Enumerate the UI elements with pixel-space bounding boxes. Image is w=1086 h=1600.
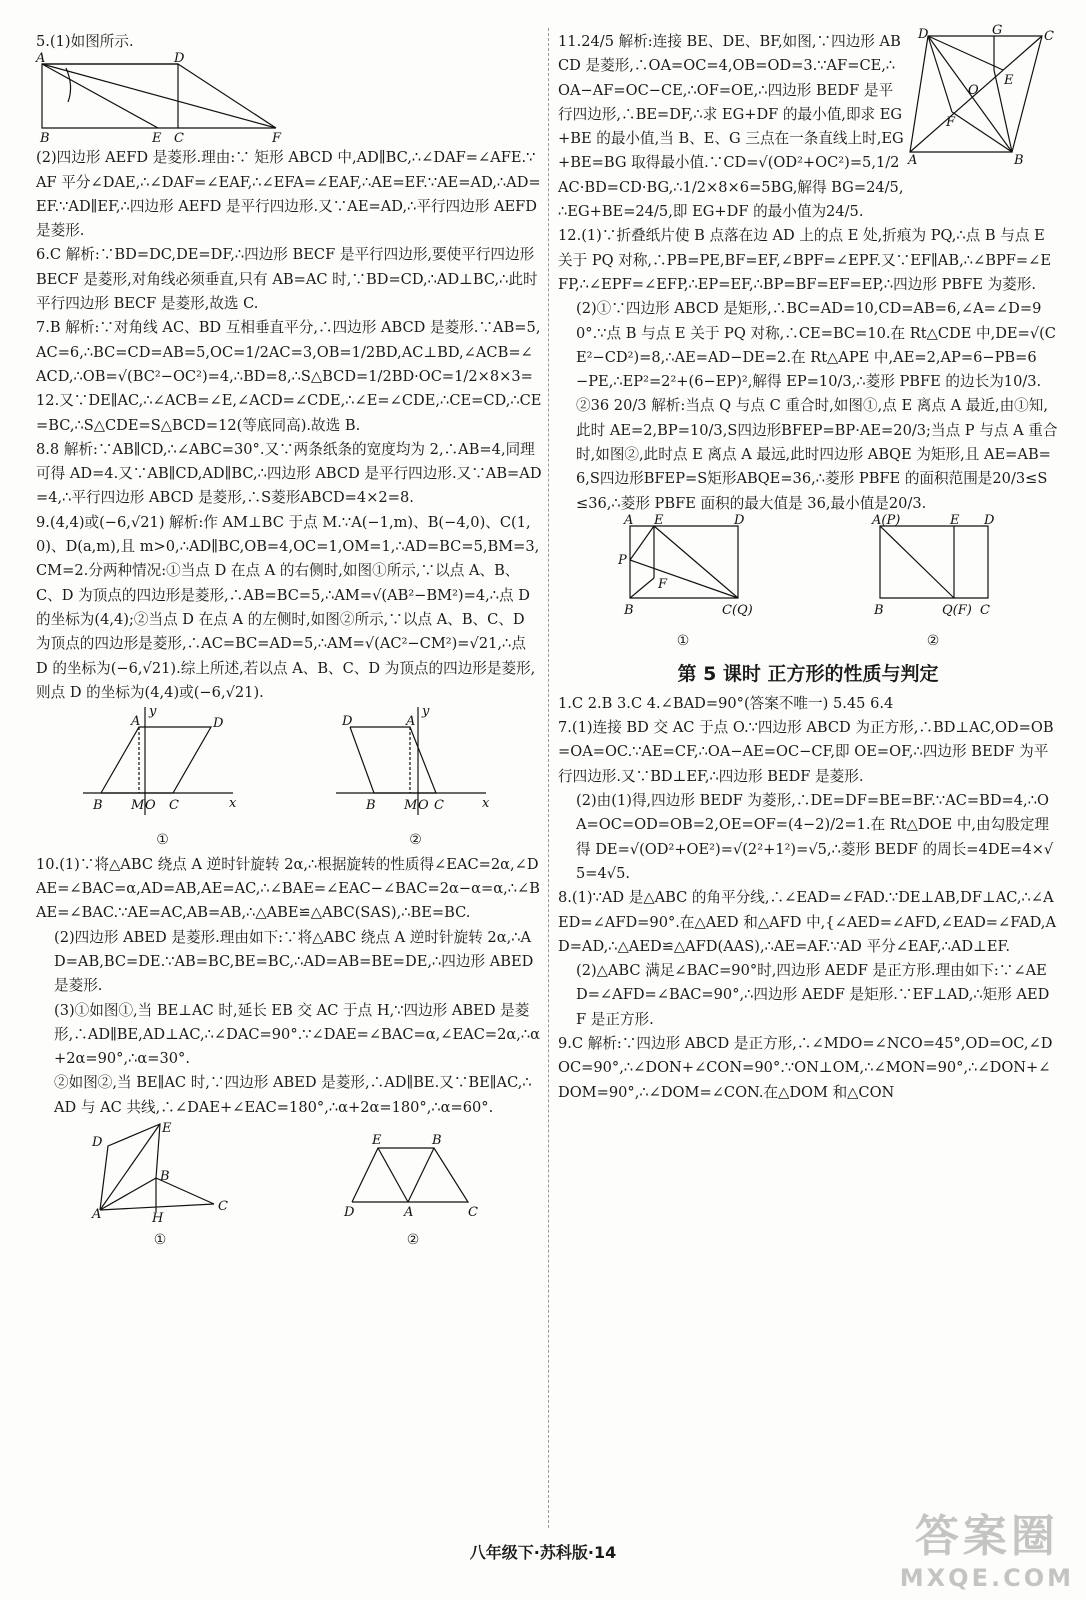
svg-text:O: O [144,798,156,814]
q10-part1: 10.(1)∵将△ABC 绕点 A 逆时针旋转 2α,∴根据旋转的性质得∠EAC=2α,∠DAE=∠BAC=α,AD=AB,AE=AC,∴∠BAE=∠EAC−∠BAC=2α−α=α,∴∠BAE=∠BAC.∵AE=AC,AB=AB,∴△ABE≌△ABC(SAS),∴BE=BC. [36,855,540,922]
q10-part2: (2)四边形 ABED 是菱形.理由如下:∵将△ABC 绕点 A 逆时针旋转 2α,∴AD=AB,BC=DE.∵AB=BC,BE=BC,∴AD=AB=BE=DE,∴四边形 ABED 是菱形. [54,928,534,995]
svg-text:E: E [152,131,162,147]
answers-1-6: 1.C 2.B 3.C 4.∠BAD=90°(答案不唯一) 5.45 6.4 [558,694,894,712]
q8-square-part2: (2)△ABC 满足∠BAC=90°时,四边形 AEDF 是正方形.理由如下:∵∠AED=∠AFD=∠BAC=90°,∴四边形 AEDF 是矩形.∵EF⊥AD,∴矩形 AEDF 是正方形. [576,962,1050,1028]
watermark-line2: MXQE.COM [899,1564,1074,1592]
q9-figures [36,705,542,853]
svg-text:D: D [734,512,745,528]
q11-answer: 11.24/5 解析:连接 BE、DE、BF,如图,∵四边形 ABCD 是菱形,∴OA=OC=4,OB=OD=3.∵AF=CE,∴OA−AF=OC−CE,∴OF=OE,∴四边形 BEDF 是平行四边形,∴BE=DF,∴求 EG+DF 的最小值,即求 EG+BE 的最小值,当 B、E、G 三点在一条直线上时,EG+BE=BG 取得最小值.∵CD=√(OD²+OC²)=5,1/2AC·BD=CD·BG,∴1/2×8×6=5BG,解得 BG=24/5,∴EG+BE=24/5,即 EG+DF 的最小值为24/5. [558,33,904,221]
left-column [36,30,542,1253]
q10-part3-case1: (3)①如图①,当 BE⊥AC 时,延长 EB 交 AC 于点 H,∵四边形 ABED 是菱形,∴AD∥BE,AD⊥AC,∴∠DAC=90°.∵∠DAE=∠BAC=α,∠EAC=2α,∴α+2α=90°,∴α=30°. [54,1001,541,1068]
svg-text:P: P [618,552,627,568]
q11-rhombus-figure [908,23,1058,168]
q7-answer: 7.B 解析:∵对角线 AC、BD 互相垂直平分,∴四边形 ABCD 是菱形.∵AB=5,AC=6,∴BC=CD=AB=5,OC=1/2AC=3,OB=1/2BD,AC⊥BD,∠ACB=∠ACD,∴OB=√(BC²−OC²)=4,∴BD=8,∴S△BCD=1/2BD·OC=1/2×8×3=12.又∵DE∥AC,∴∠ACB=∠E,∠ACD=∠CDE,∴∠E=∠CDE,∴CE=CD,∴CE=BC,∴S△CDE=S△BCD=12(等底同高).故选 B. [36,319,542,434]
svg-text:y: y [148,704,156,720]
svg-text:D: D [212,716,223,732]
q12-figure-1-label: ① [676,633,690,650]
svg-text:F: F [658,576,668,592]
svg-text:C: C [218,1198,228,1214]
svg-text:D: D [344,1204,355,1220]
svg-text:A: A [405,714,415,730]
svg-text:x: x [228,796,236,812]
svg-text:H: H [152,1210,164,1226]
svg-text:E: E [654,512,664,528]
svg-text:B: B [92,798,103,814]
svg-text:O: O [417,798,429,814]
svg-text:B: B [365,798,376,814]
column-divider [548,28,549,1528]
q5-part1: 5.(1)如图所示. [36,33,134,50]
svg-text:C: C [1044,29,1054,44]
q10-figures [36,1120,542,1253]
q9-answer: 9.(4,4)或(−6,√21) 解析:作 AM⊥BC 于点 M.∵A(−1,m)、B(−4,0)、C(1,0)、D(a,m),且 m>0,∴AD∥BC,OB=4,OC=1,OM=1,∴AD=BC=5,BM=3,CM=2.分两种情况:①当点 D 在点 A 的右侧时,如图①所示,∵以点 A、B、C、D 为顶点的四边形是菱形,∴AB=BC=5,∴AM=√(AB²−BM²)=4,∴点 D 的坐标为(4,4);②当点 D 在点 A 的左侧时,如图②所示,∵以点 A、B、C、D 为顶点的四边形是菱形,∴AC=BC=AD=5,∴AM=√(AC²−CM²)=√21,∴点 D 的坐标为(−6,√21).综上所述,若以点 A、B、C、D 为顶点的四边形是菱形,则点 D 的坐标为(4,4)或(−6,√21). [36,513,540,701]
q10-figure-2-label: ② [406,1232,420,1249]
svg-text:A: A [36,51,46,67]
q12-figure-2-label: ② [926,633,940,650]
svg-text:F: F [946,115,956,130]
q9-square-answer: 9.C 解析:∵四边形 ABCD 是正方形,∴∠MDO=∠NCO=45°,OD=OC,∠DOC=90°,∴∠DON+∠CON=90°.∵ON⊥OM,∴∠MON=90°,∴∠DON+∠DOM=90°,∴∠DOM=∠CON.在△DOM 和△CON [558,1034,1053,1101]
q9-figure-2 [336,705,496,820]
svg-text:B: B [160,1168,170,1184]
q5-rectangle-figure [36,51,296,147]
svg-text:B: B [874,602,884,618]
svg-text:A: A [404,1204,414,1220]
svg-text:C: C [174,131,184,147]
svg-text:C: C [468,1204,478,1220]
svg-text:A: A [92,1206,102,1222]
q5-part2: (2)四边形 AEFD 是菱形.理由:∵ 矩形 ABCD 中,AD∥BC,∴∠DAF=∠AFE.∵AF 平分∠DAE,∴∠DAF=∠EAF,∴∠EFA=∠EAF,∴AE=EF.∵AE=AD,∴AD=EF.∵AD∥EF,∴四边形 AEFD 是平行四边形.又∵AE=AD,∴平行四边形 AEFD 是菱形. [36,149,541,240]
q12-figure-2 [868,512,998,621]
watermark [900,1500,1074,1592]
svg-text:A: A [130,714,140,730]
svg-text:B: B [40,131,50,147]
svg-text:y: y [421,704,429,720]
q9-figure-1-label: ① [156,832,169,849]
svg-text:M: M [403,798,417,814]
q8-square-part1: 8.(1)∵AD 是△ABC 的角平分线,∴∠EAD=∠FAD.∵DE⊥AB,DF⊥AC,∴∠AED=∠AFD=90°.在△AED 和△AFD 中,{∠AED=∠AFD,∠EAD=∠FAD,AD=AD,∴△AED≌△AFD(AAS),∴AE=AF.∵AD 平分∠EAF,∴AD⊥EF. [558,889,1056,955]
page-footer: 八年级下·苏科版·14 [469,1543,617,1562]
q12-part1: 12.(1)∵折叠纸片使 B 点落在边 AD 上的点 E 处,折痕为 PQ,∴点 B 与点 E 关于 PQ 对称,∴PB=PE,BF=EF,∠BPF=∠EPF.又∵EF∥AB,∴∠BPF=∠EFP,∴∠EPF=∠EFP,∴EP=EF,∴BP=BF=EF=EP,∴四边形 PBFE 为菱形. [558,227,1051,293]
svg-text:E: E [950,512,960,528]
q9-figure-2-label: ② [409,832,422,849]
q10-figure-1-label: ① [153,1232,167,1249]
svg-text:Q(F): Q(F) [942,602,972,618]
svg-text:C: C [168,798,179,814]
q6-answer: 6.C 解析:∵BD=DC,DE=DF,∴四边形 BECF 是平行四边形,要使平行四边形 BECF 是菱形,对角线必须垂直,只有 AB=AC 时,∵BD=CD,∴AD⊥BC,∴此时平行四边形 BECF 是菱形,故选 C. [36,246,538,313]
watermark-line1: 答案圈 [914,1511,1059,1562]
svg-text:D: D [174,51,185,67]
svg-text:A: A [908,153,918,168]
svg-text:B: B [432,1132,442,1148]
svg-text:E: E [372,1132,382,1148]
svg-text:D: D [92,1134,103,1150]
svg-text:E: E [1004,73,1014,88]
svg-text:D: D [341,714,352,730]
svg-text:C(Q): C(Q) [722,602,753,618]
svg-text:x: x [481,796,489,812]
q12-figures [558,512,1058,654]
q10-figure-2 [338,1120,488,1220]
svg-text:A: A [624,512,634,528]
q8-answer: 8.8 解析:∵AB∥CD,∴∠ABC=30°.又∵两条纸条的宽度均为 2,∴AB=4,同理可得 AD=4.又∵AB∥CD,AD∥BC,∴四边形 ABCD 是平行四边形.又∵AB=AD=4,∴平行四边形 ABCD 是菱形,∴S菱形ABCD=4×2=8. [36,440,542,507]
right-column [558,23,1058,1105]
svg-text:C: C [980,602,990,618]
lesson-5-title: 第 5 课时 正方形的性质与判定 [677,662,939,685]
svg-text:D: D [984,512,995,528]
q12-figure-1 [618,512,753,621]
svg-text:M: M [130,798,144,814]
svg-text:A(P): A(P) [872,512,901,528]
svg-text:B: B [1014,153,1024,168]
svg-text:F: F [272,131,282,147]
svg-text:O: O [968,83,979,98]
q12-part2-2: ②36 20/3 解析:当点 Q 与点 C 重合时,如图①,点 E 离点 A 最近,由①知,此时 AE=2,BP=10/3,S四边形BFEP=BP·AE=20/3;当点 P 与点 A 重合时,如图②,此时点 E 离点 A 最远,此时四边形 ABQE 为矩形,且 AE=AB=6,S四边形BFEP=S矩形ABQE=36,∴菱形 PBFE 的面积范围是20/3≤S≤36,∴菱形 PBFE 面积的最大值是 36,最小值是20/3. [576,397,1058,512]
q9-figure-1 [83,705,243,820]
svg-text:B: B [624,602,634,618]
svg-text:C: C [433,798,444,814]
q7-square-part1: 7.(1)连接 BD 交 AC 于点 O.∵四边形 ABCD 为正方形,∴BD⊥AC,OD=OB=OA=OC.∵AE=CF,∴OA−AE=OC−CF,即 OE=OF,∴四边形 BEDF 为平行四边形.又∵BD⊥EF,∴四边形 BEDF 是菱形. [558,719,1054,785]
q10-part3-case2: ②如图②,当 BE∥AC 时,∵四边形 ABED 是菱形,∴AD∥BE.又∵BE∥AC,∴AD 与 AC 共线,∴∠DAE+∠EAC=180°,∴α+2α=180°,∴α=60°. [54,1074,532,1116]
svg-text:D: D [918,27,929,42]
q10-figure-1 [90,1120,230,1226]
q12-part2-1: (2)①∵四边形 ABCD 是矩形,∴BC=AD=10,CD=AB=6,∠A=∠D=90°.∵点 B 与点 E 关于 PQ 对称,∴CE=BC=10.在 Rt△CDE 中,DE=√(CE²−CD²)=8,∴AE=AD−DE=2.在 Rt△APE 中,AE=2,AP=6−PB=6−PE,∴EP²=2²+(6−EP)²,解得 EP=10/3,∴菱形 PBFE 的边长为10/3. [576,300,1056,391]
svg-text:E: E [162,1120,172,1136]
svg-text:G: G [992,23,1003,38]
q7-square-part2: (2)由(1)得,四边形 BEDF 为菱形,∴DE=DF=BE=BF.∵AC=BD=4,∴OA=OC=OD=OB=2,OE=OF=(4−2)/2=1.在 Rt△DOE 中,由勾股定理得 DE=√(OD²+OE²)=√(2²+1²)=√5,∴菱形 BEDF 的周长=4DE=4×√5=4√5. [576,792,1054,882]
